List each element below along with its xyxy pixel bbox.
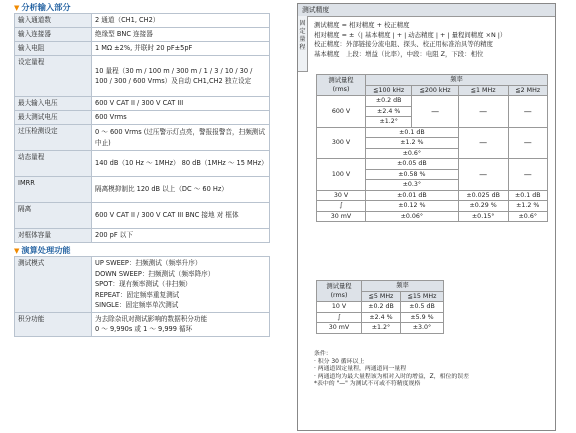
table-row: ±0.6°	[317, 148, 548, 159]
accuracy-formula: 测试精度 = 相对精度 + 校正精度 相对精度 = ±（| 基本精度 | + | 动态精度 | + | 量程间精度 ×N |） 校正精度：外部链接分流电阻、探头、校正用标准治具等的精度 基本精度 上段：增益（比率），中段：电阻 Z，下段：相位	[314, 21, 507, 58]
accuracy-header: 测试精度	[298, 4, 555, 17]
table-row: ±0.58 %	[317, 169, 548, 180]
table-row: 输入电阻 1 MΩ ±2%, 并联时 20 pF±5pF	[15, 42, 270, 56]
table-row: 100 V ±0.05 dB — —	[317, 159, 548, 170]
table-row: ±1.2°	[317, 117, 548, 128]
table-row: 输入通道数 2 通道（CH1, CH2）	[15, 14, 270, 28]
table-row: ±1.2 %	[317, 138, 548, 149]
table-row: 最大输入电压 600 V CAT II / 300 V CAT III	[15, 97, 270, 111]
triangle-bullet-icon: ▼	[14, 247, 20, 255]
table-row: ∫ ±2.4 % ±5.9 %	[317, 312, 444, 323]
accuracy-notes: 条件： · 积分 30 循环以上 · 两通道固定量程，两通道同一量程 · 两通道均为最大量程该为相对入时的增益，Z，相位的误差 *表中的 "—" 为测试不可或不符精度规格	[314, 351, 470, 388]
table-row: 30 V ±0.01 dB ±0.025 dB ±0.1 dB	[317, 190, 548, 201]
table-row: 过压检测设定 0 ～ 600 Vrms (过压警示灯点亮，警报报警音，扫频测试中止)	[15, 125, 270, 151]
table-row: 测试量程 (rms) 频率	[317, 281, 444, 292]
table-row: 设定量程 10 量程（30 m / 100 m / 300 m / 1 / 3 / 10 / 30 / 100 / 300 / 600 Vrms）及自动 CH1,CH2 独立设定	[15, 56, 270, 97]
table-row: 动态量程 140 dB（10 Hz ～ 1MHz） 80 dB（1MHz ～ 15 MHz）	[15, 151, 270, 177]
table-row: ±2.4 %	[317, 106, 548, 117]
table-row: 积分功能 为去除杂讯对测试影响的数据积分功能 0 ～ 9,990s 或 1 ～ 9,999 循环	[15, 312, 270, 336]
side-label: 固定量程	[298, 16, 308, 72]
section-title-calculation: ▼ 演算处理功能	[14, 245, 71, 255]
table-row: ∫ ±0.12 % ±0.29 % ±1.2 %	[317, 201, 548, 212]
accuracy-table-high-freq	[316, 280, 444, 334]
table-row: 对框体容量 200 pF 以下	[15, 229, 270, 243]
table-row: 30 mV ±1.2° ±3.0°	[317, 323, 444, 334]
table-row: ≦5 MHz ≦15 MHz	[317, 291, 444, 302]
accuracy-panel	[297, 3, 556, 431]
table-row: ±0.3°	[317, 180, 548, 191]
analysis-input-table	[14, 13, 270, 243]
table-row: ≦100 kHz ≦200 kHz ≦1 MHz ≦2 MHz	[317, 85, 548, 96]
table-row: 300 V ±0.1 dB — —	[317, 127, 548, 138]
accuracy-table-low-freq	[316, 74, 548, 222]
table-row: 最大测试电压 600 Vrms	[15, 111, 270, 125]
table-row: 输入连接器 绝缘型 BNC 连接器	[15, 28, 270, 42]
table-row: 隔离 600 V CAT II / 300 V CAT III BNC 接地 对 框体	[15, 203, 270, 229]
table-row: IMRR 隔离模抑制比 120 dB 以上（DC ～ 60 Hz）	[15, 177, 270, 203]
calculation-table	[14, 256, 270, 337]
table-row: 30 mV ±0.06° ±0.15° ±0.6°	[317, 211, 548, 222]
table-row: 测试模式 UP SWEEP：扫频测试（频率升序） DOWN SWEEP：扫频测试（频率降序） SPOT：现有频率测试（非扫频） REPEAT：固定频率重复测试 SINGLE：固定频率单次测试	[15, 257, 270, 313]
triangle-bullet-icon: ▼	[14, 4, 20, 12]
table-row: 测试量程 (rms) 频率	[317, 75, 548, 86]
spec-column	[14, 2, 270, 337]
section-title-analysis-input: ▼ 分析输入部分	[14, 2, 71, 12]
table-row: 600 V ±0.2 dB — — —	[317, 96, 548, 107]
table-row: 10 V ±0.2 dB ±0.5 dB	[317, 302, 444, 313]
